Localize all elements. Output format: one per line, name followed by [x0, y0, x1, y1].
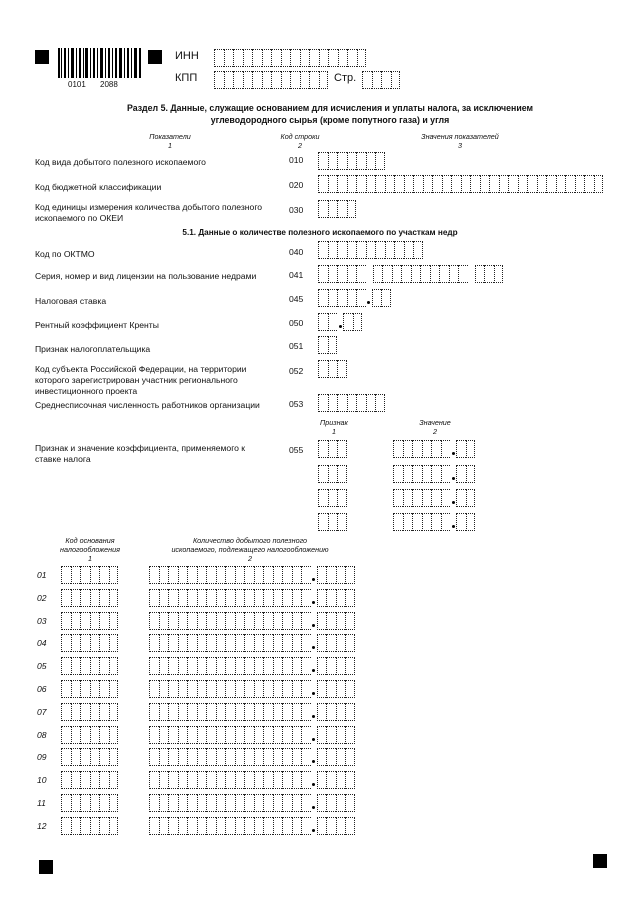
- table-header-col2-line1: Количество добытого полезного: [192, 536, 308, 545]
- field-code-055: 055: [289, 445, 304, 455]
- tax-base-code-input[interactable]: [61, 748, 118, 766]
- corner-marker-bottom-right: [593, 854, 607, 868]
- col-header-values-num: 3: [458, 141, 462, 150]
- field-input-030[interactable]: [318, 200, 356, 218]
- table-row-number: 03: [37, 616, 47, 626]
- field-input-040[interactable]: [318, 241, 423, 259]
- coef-sign-input[interactable]: [318, 513, 347, 531]
- tax-base-code-input[interactable]: [61, 612, 118, 630]
- kpp-field[interactable]: [214, 71, 328, 89]
- field-label-053: Среднесписочная численность работников организации: [35, 400, 260, 410]
- col-header-values: Значения показателей: [421, 132, 499, 141]
- coef-sign-input[interactable]: [318, 440, 347, 458]
- table-row-number: 04: [37, 638, 47, 648]
- tax-base-code-input[interactable]: [61, 726, 118, 744]
- tax-base-code-input[interactable]: [61, 657, 118, 675]
- mineral-quantity-input[interactable]: [149, 680, 355, 698]
- mineral-quantity-input[interactable]: [149, 589, 355, 607]
- table-row-number: 02: [37, 593, 47, 603]
- field-label-051: Признак налогоплательщика: [35, 344, 151, 354]
- corner-marker-bottom-left: [39, 860, 53, 874]
- coef-sign-input[interactable]: [318, 465, 347, 483]
- mineral-quantity-input[interactable]: [149, 703, 355, 721]
- table-row-number: 06: [37, 684, 47, 694]
- mineral-quantity-input[interactable]: [149, 817, 355, 835]
- field-code-052: 052: [289, 366, 304, 376]
- corner-marker-top-left: [35, 50, 49, 64]
- tax-base-code-input[interactable]: [61, 634, 118, 652]
- field-code-051: 051: [289, 341, 304, 351]
- table-header-col2-line2: ископаемого, подлежащего налогообложению: [171, 545, 329, 554]
- table-row-number: 08: [37, 730, 47, 740]
- table-header-col1-line1: Код основания: [65, 536, 115, 545]
- field-input-010[interactable]: [318, 152, 385, 170]
- tax-base-code-input[interactable]: [61, 771, 118, 789]
- field-code-030: 030: [289, 205, 304, 215]
- field-label-030: Код единицы измерения количества добытого полезного ископаемого по ОКЕИ: [35, 202, 263, 223]
- section-title-line1: Раздел 5. Данные, служащие основанием для исчисления и уплаты налога, за исключением: [126, 103, 534, 113]
- section-title-line2: углеводородного сырья (кроме попутного газа) и угля: [210, 115, 450, 125]
- table-row-number: 01: [37, 570, 47, 580]
- field-input-052[interactable]: [318, 360, 347, 378]
- mineral-quantity-input[interactable]: [149, 566, 355, 584]
- mineral-quantity-input[interactable]: [149, 771, 355, 789]
- field-code-045: 045: [289, 294, 304, 304]
- field-label-020: Код бюджетной классификации: [35, 182, 162, 192]
- coef-sign-input[interactable]: [318, 489, 347, 507]
- mineral-quantity-input[interactable]: [149, 657, 355, 675]
- tax-base-code-input[interactable]: [61, 589, 118, 607]
- field-label-052: Код субъекта Российской Федерации, на территории которого зарегистрирован участник регионального инвестиционного проекта: [35, 364, 247, 396]
- tax-base-code-input[interactable]: [61, 680, 118, 698]
- col-header-line-code-num: 2: [298, 141, 302, 150]
- field-code-040: 040: [289, 247, 304, 257]
- mineral-quantity-input[interactable]: [149, 612, 355, 630]
- coef-value-input[interactable]: [393, 513, 475, 531]
- barcode-number-left: 0101: [68, 80, 86, 89]
- page-label: Стр.: [334, 72, 357, 84]
- kpp-label: КПП: [175, 72, 198, 84]
- coef-value-input[interactable]: [393, 489, 475, 507]
- field-label-010: Код вида добытого полезного ископаемого: [35, 157, 206, 167]
- page-number-field[interactable]: [362, 71, 400, 89]
- table-row-number: 12: [37, 821, 47, 831]
- coef-value-input[interactable]: [393, 465, 475, 483]
- field-code-050: 050: [289, 318, 304, 328]
- table-row-number: 10: [37, 775, 47, 785]
- coef-value-input[interactable]: [393, 440, 475, 458]
- col-header-indicators: Показатели: [149, 132, 191, 141]
- field-code-020: 020: [289, 180, 304, 190]
- mineral-quantity-input[interactable]: [149, 634, 355, 652]
- mineral-quantity-input[interactable]: [149, 794, 355, 812]
- subsection-title: 5.1. Данные о количестве полезного ископаемого по участкам недр: [182, 228, 458, 237]
- tax-base-code-input[interactable]: [61, 794, 118, 812]
- inn-label: ИНН: [175, 50, 199, 62]
- coef-header-sign-num: 1: [332, 427, 336, 436]
- table-header-col1-line2: налогообложения: [60, 545, 120, 554]
- table-header-col1-num: 1: [88, 554, 92, 563]
- col-header-line-code: Код строки: [280, 132, 320, 141]
- coef-header-sign: Признак: [320, 418, 348, 427]
- field-input-020[interactable]: [318, 175, 603, 193]
- field-input-051[interactable]: [318, 336, 337, 354]
- inn-field[interactable]: [214, 49, 366, 67]
- field-input-041[interactable]: [318, 265, 503, 283]
- field-input-045[interactable]: [318, 289, 391, 307]
- tax-base-code-input[interactable]: [61, 817, 118, 835]
- table-row-number: 07: [37, 707, 47, 717]
- coef-header-value: Значение: [419, 418, 451, 427]
- corner-marker-top-right: [148, 50, 162, 64]
- coef-header-value-num: 2: [433, 427, 437, 436]
- field-input-050[interactable]: [318, 313, 362, 331]
- field-code-010: 010: [289, 155, 304, 165]
- field-label-045: Налоговая ставка: [35, 296, 107, 306]
- col-header-indicators-num: 1: [168, 141, 172, 150]
- tax-base-code-input[interactable]: [61, 566, 118, 584]
- mineral-quantity-input[interactable]: [149, 748, 355, 766]
- table-row-number: 05: [37, 661, 47, 671]
- field-label-050: Рентный коэффициент Кренты: [35, 320, 159, 330]
- field-label-041: Серия, номер и вид лицензии на пользование недрами: [35, 271, 257, 281]
- tax-base-code-input[interactable]: [61, 703, 118, 721]
- field-input-053[interactable]: [318, 394, 385, 412]
- mineral-quantity-input[interactable]: [149, 726, 355, 744]
- field-label-055: Признак и значение коэффициента, применяемого к ставке налога: [35, 443, 246, 464]
- field-code-041: 041: [289, 270, 304, 280]
- table-header-col2-num: 2: [248, 554, 252, 563]
- field-label-040: Код по ОКТМО: [35, 249, 95, 259]
- barcode-number-right: 2088: [100, 80, 118, 89]
- table-row-number: 11: [37, 798, 46, 808]
- barcode-image: [58, 48, 142, 78]
- table-row-number: 09: [37, 752, 47, 762]
- field-code-053: 053: [289, 399, 304, 409]
